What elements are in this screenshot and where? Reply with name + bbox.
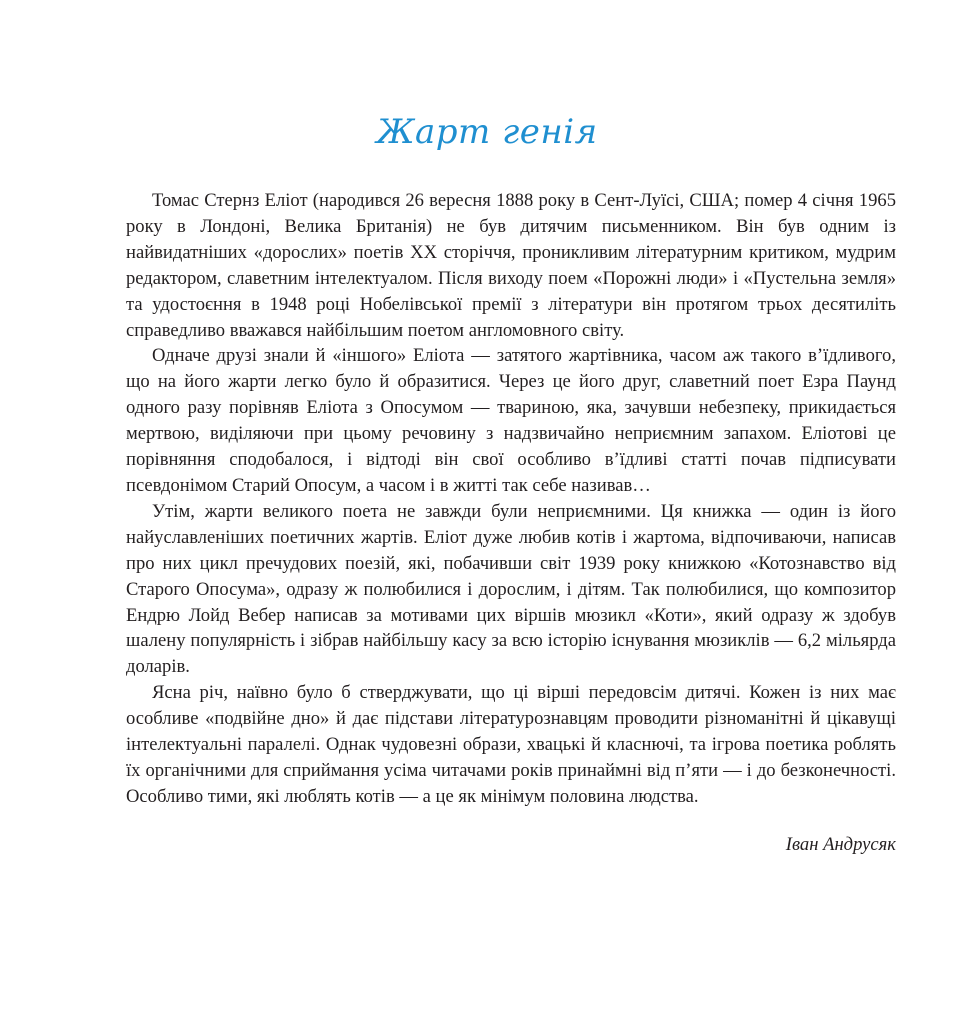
paragraph: Одначе друзі знали й «іншого» Еліота — затятого жартівника, часом аж такого в’їдливого, що на його жарти легко було й образитися. Через це його друг, славетний поет Езра Паунд одного разу порівняв Еліота з Опосумом — твариною, яка, зачувши небезпеку, прикидається мертвою, виділяючи при цьому речовину з надзвичайно неприємним запахом. Еліотові це порівняння сподобалося, і відтоді він свої особливо в’їдливі статті почав підписувати псевдонімом Старий Опосум, а часом і в житті так себе називав… (126, 345, 896, 496)
paragraph: Утім, жарти великого поета не завжди були неприємними. Ця книжка — один із його найуславленіших поетичних жартів. Еліот дуже любив котів і жартома, відпочиваючи, написав про них цикл пречудових поезій, які, побачивши світ 1939 року книжкою «Котознавство від Старого Опосума», одразу ж полюбилися і дорослим, і дітям. Так полюбилися, що композитор Ендрю Лойд Вебер написав за мотивами цих віршів мюзикл «Коти», який одразу ж здобув шалену популярність і зібрав найбільшу касу за всю історію існування мюзиклів — 6,2 мільярда доларів. (126, 500, 896, 678)
paragraph: Ясна річ, наївно було б стверджувати, що ці вірші передовсім дитячі. Кожен із них має особливе «подвійне дно» й дає підстави літературознавцям проводити різноманітні й цікавущі інтелектуальні паралелі. Однак чудовезні образи, хвацькі й класнючі, та ігрова поетика роблять їх органічними для сприймання усіма читачами років принаймні від п’яти — і до безконечності. Особливо тими, які люблять котів — а це як мінімум половина людства. (126, 682, 896, 807)
article-body (126, 188, 896, 810)
page-title: Жарт генія (376, 112, 598, 152)
author-signature: Іван Андрусяк (785, 834, 896, 855)
paragraph: Томас Стернз Еліот (народився 26 вересня 1888 року в Сент-Луїсі, США; помер 4 січня 1965 року в Лондоні, Велика Британія) не був дитячим письменником. Він був одним із найвидатніших «дорослих» поетів ХХ сторіччя, проникливим літературним критиком, мудрим редактором, славетним інтелектуалом. Після виходу поем «Порожні люди» і «Пустельна земля» та удостоєння в 1948 році Нобелівської премії з літератури він протягом трьох десятиліть справедливо вважався найбільшим поетом англомовного світу. (126, 190, 896, 341)
